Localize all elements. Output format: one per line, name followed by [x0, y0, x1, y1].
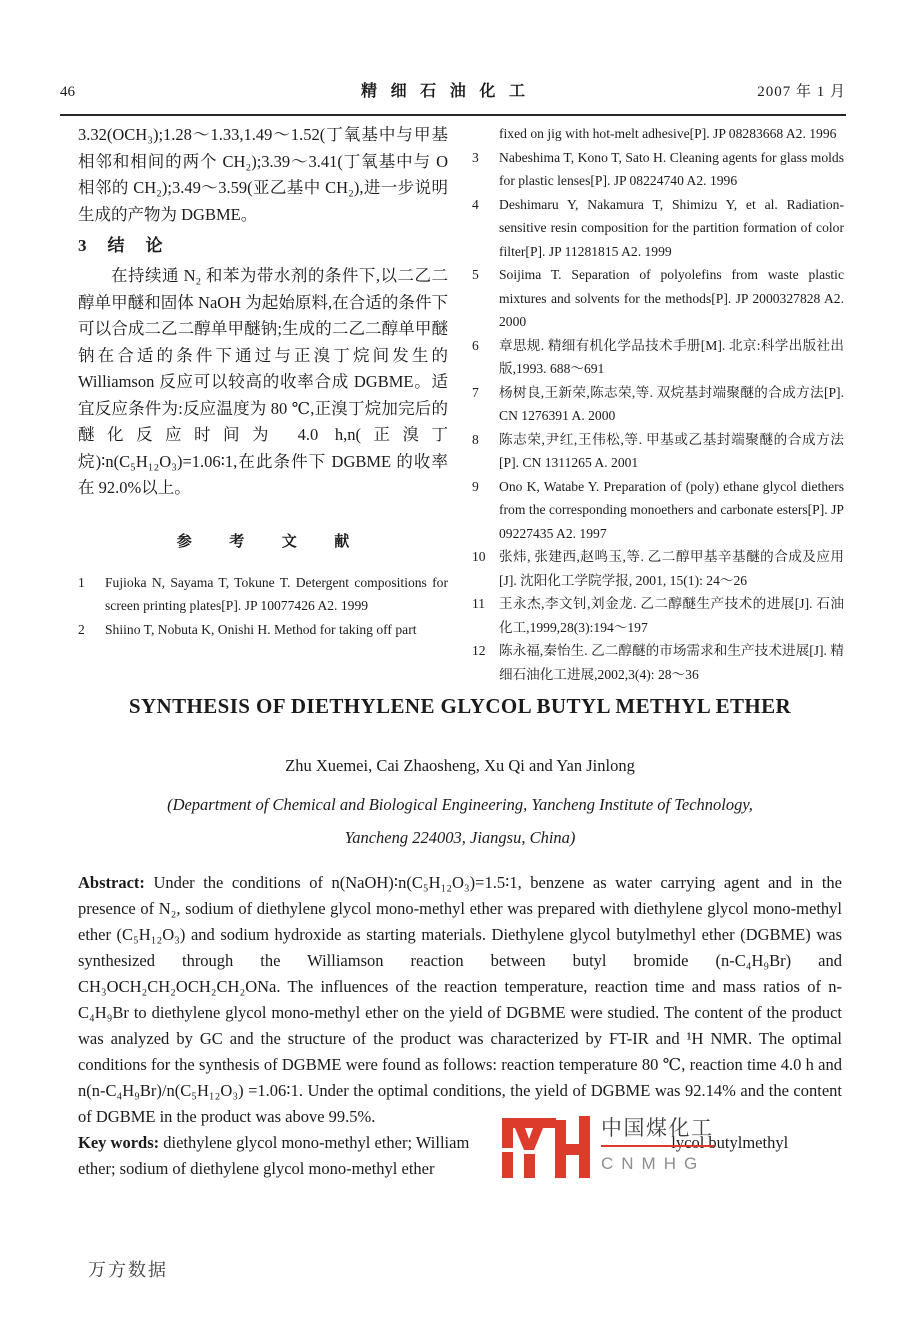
reference-item	[78, 618, 448, 642]
conclusion-paragraph: 在持续通 N₂ 和苯为带水剂的条件下,以二乙二醇单甲醚和固体 NaOH 为起始原料,在合适的条件下可以合成二乙二醇单甲醚钠;生成的二乙二醇单甲醚钠在合适的条件下通过与正溴丁烷间发生的 Williamson 反应可以较高的收率合成 DGBME。适宜反应条件为:反应温度为 80 ℃,正溴丁烷加完后的醚化反应时间为 4.0 h,n(正溴丁烷)∶n(C₅H₁₂O₃)=1.06∶1,在此条件下 DGBME 的收率在 92.0%以上。	[78, 266, 448, 497]
reference-number: 5	[472, 267, 479, 282]
right-column	[472, 122, 844, 686]
references-list-left	[78, 571, 448, 642]
reference-number: 6	[472, 337, 479, 353]
authors-line: Zhu Xuemei, Cai Zhaosheng, Xu Qi and Yan Jinlong	[285, 756, 635, 775]
cnmhg-logo-icon	[502, 1116, 590, 1178]
abstract-paragraph	[78, 870, 842, 1130]
page-header	[60, 78, 846, 116]
reference-item	[78, 571, 448, 618]
reference-number: 1	[78, 574, 85, 590]
reference-item	[472, 545, 844, 592]
reference-item	[472, 592, 844, 639]
reference-item	[472, 193, 844, 264]
reference-item	[472, 263, 844, 334]
keywords-part2: lycol butylmethyl	[671, 1133, 789, 1152]
two-column-body	[78, 122, 844, 686]
watermark-latin-text: CNMHG	[601, 1154, 706, 1173]
reference-text: Soijima T. Separation of polyolefins from waste plastic mixtures and solvents for the methods[P]. JP 2000327828 A2. 2000	[499, 267, 844, 329]
reference-number: 3	[472, 149, 479, 165]
reference-text: Fujioka N, Sayama T, Tokune T. Detergent compositions for screen printing plates[P]. JP 10077426 A2. 1999	[105, 574, 448, 613]
affiliation-line1: (Department of Chemical and Biological Engineering, Yancheng Institute of Technology,	[167, 795, 753, 814]
reference-number: 2	[78, 621, 85, 637]
issue-date: 2007 年 1 月	[757, 84, 846, 100]
reference-number: 8	[472, 431, 479, 447]
reference-text: Nabeshima T, Kono T, Sato H. Cleaning agents for glass molds for plastic lenses[P]. JP 08224740 A2. 1996	[499, 149, 844, 188]
english-title: SYNTHESIS OF DIETHYLENE GLYCOL BUTYL METHYL ETHER	[128, 694, 792, 718]
keywords-block	[78, 1117, 842, 1182]
page-number: 46	[60, 84, 75, 100]
reference-text: fixed on jig with hot-melt adhesive[P]. JP 08283668 A2. 1996	[499, 126, 837, 141]
reference-number: 7	[472, 384, 479, 400]
keywords-part1: diethylene glycol mono-methyl ether; William	[159, 1133, 470, 1152]
keywords-line2: ether; sodium of diethylene glycol mono-methyl ether	[78, 1159, 435, 1178]
reference-item	[472, 381, 844, 428]
nmr-results-paragraph: 3.32(OCH₃);1.28～1.33,1.49～1.52(丁氧基中与甲基相邻和相间的两个 CH₂);3.39～3.41(丁氧基中与 O 相邻的 CH₂);3.49～3.59(亚乙基中 CH₂),进一步说明生成的产物为 DGBME。	[78, 125, 448, 224]
wanfang-data-watermark: 万方数据	[88, 1260, 168, 1280]
cnmhg-watermark	[502, 1116, 714, 1178]
reference-number: 9	[472, 478, 479, 494]
reference-text: 陈志荣,尹红,王伟松,等. 甲基或乙基封端聚醚的合成方法[P]. CN 1311265 A. 2001	[499, 431, 844, 470]
affiliation-line2: Yancheng 224003, Jiangsu, China)	[344, 828, 576, 847]
reference-text: Shiino T, Nobuta K, Onishi H. Method for taking off part	[105, 621, 417, 637]
references-heading: 参 考 文 献	[176, 533, 361, 550]
reference-number: 10	[472, 549, 486, 564]
reference-number	[472, 122, 499, 146]
reference-number: 4	[472, 196, 479, 212]
reference-item	[472, 639, 844, 686]
reference-text: 杨树良,王新荣,陈志荣,等. 双烷基封端聚醚的合成方法[P]. CN 1276391 A. 2000	[499, 384, 844, 423]
reference-text: 王永杰,李文钊,刘金龙. 乙二醇醚生产技术的进展[J]. 石油化工,1999,28(3):194～197	[499, 596, 844, 635]
left-column	[78, 122, 448, 686]
reference-number: 11	[472, 596, 486, 611]
conclusion-heading: 3 结 论	[78, 236, 165, 255]
reference-text: Ono K, Watabe Y. Preparation of (poly) ethane glycol diethers from the corresponding monoethers and carbonate esters[P]. JP 09227435 A2. 1997	[499, 478, 844, 541]
journal-title: 精细石油化工	[360, 83, 539, 100]
keywords-label: Key words:	[78, 1133, 160, 1152]
reference-item	[472, 122, 844, 146]
reference-number: 12	[472, 643, 486, 658]
abstract-label: Abstract:	[78, 873, 145, 892]
reference-text: Deshimaru Y, Nakamura T, Shimizu Y, et al. Radiation-sensitive resin composition for the partition formation of color filter[P]. JP 11281815 A2. 1999	[499, 196, 844, 259]
watermark-text	[601, 1116, 714, 1177]
reference-item	[472, 475, 844, 546]
affiliation	[78, 788, 842, 854]
reference-item	[472, 334, 844, 381]
reference-text: 张炜, 张建西,赵鸣玉,等. 乙二醇甲基辛基醚的合成及应用[J]. 沈阳化工学院学报, 2001, 15(1): 24～26	[499, 549, 844, 588]
keywords-line1	[78, 1130, 842, 1156]
reference-text: 陈永福,秦怡生. 乙二醇醚的市场需求和生产技术进展[J]. 精细石油化工进展,2002,3(4): 28～36	[499, 643, 844, 682]
reference-text: 章思规. 精细有机化学品技术手册[M]. 北京:科学出版社出版,1993. 688～691	[499, 337, 844, 376]
reference-item	[472, 428, 844, 475]
reference-item	[472, 146, 844, 193]
watermark-chinese-text: 中国煤化工	[601, 1116, 714, 1147]
english-abstract-section	[78, 692, 842, 1182]
abstract-text: Under the conditions of n(NaOH)∶n(C₅H₁₂O₃)=1.5∶1, benzene as water carrying agent and in the presence of N₂, sodium of diethylene glycol mono-methyl ether was prepared with diethylene glycol mono-methyl ether (C₅H₁₂O₃) and sodium hydroxide as starting materials. Diethylene glycol butylmethyl ether (DGBME) was synthesized through the Williamson reaction between butyl bromide (n-C₄H₉Br) and CH₃OCH₂CH₂OCH₂CH₂ONa. The influences of the reaction temperature, reaction time and mass ratios of n-C₄H₉Br to diethylene glycol mono-methyl ether on the yield of DGBME were studied. The content of the product was analyzed by GC and the structure of the product was characterized by FT-IR and ¹H NMR. The optimal conditions for the synthesis of DGBME were found as follows: reaction temperature 80 ℃, reaction time 4.0 h and n(n-C₄H₉Br)/n(C₅H₁₂O₃) =1.06∶1. Under the optimal conditions, the yield of DGBME was 92.14% and the content of DGBME in the product was above 99.5%.	[78, 873, 842, 1126]
references-list-right	[472, 122, 844, 686]
